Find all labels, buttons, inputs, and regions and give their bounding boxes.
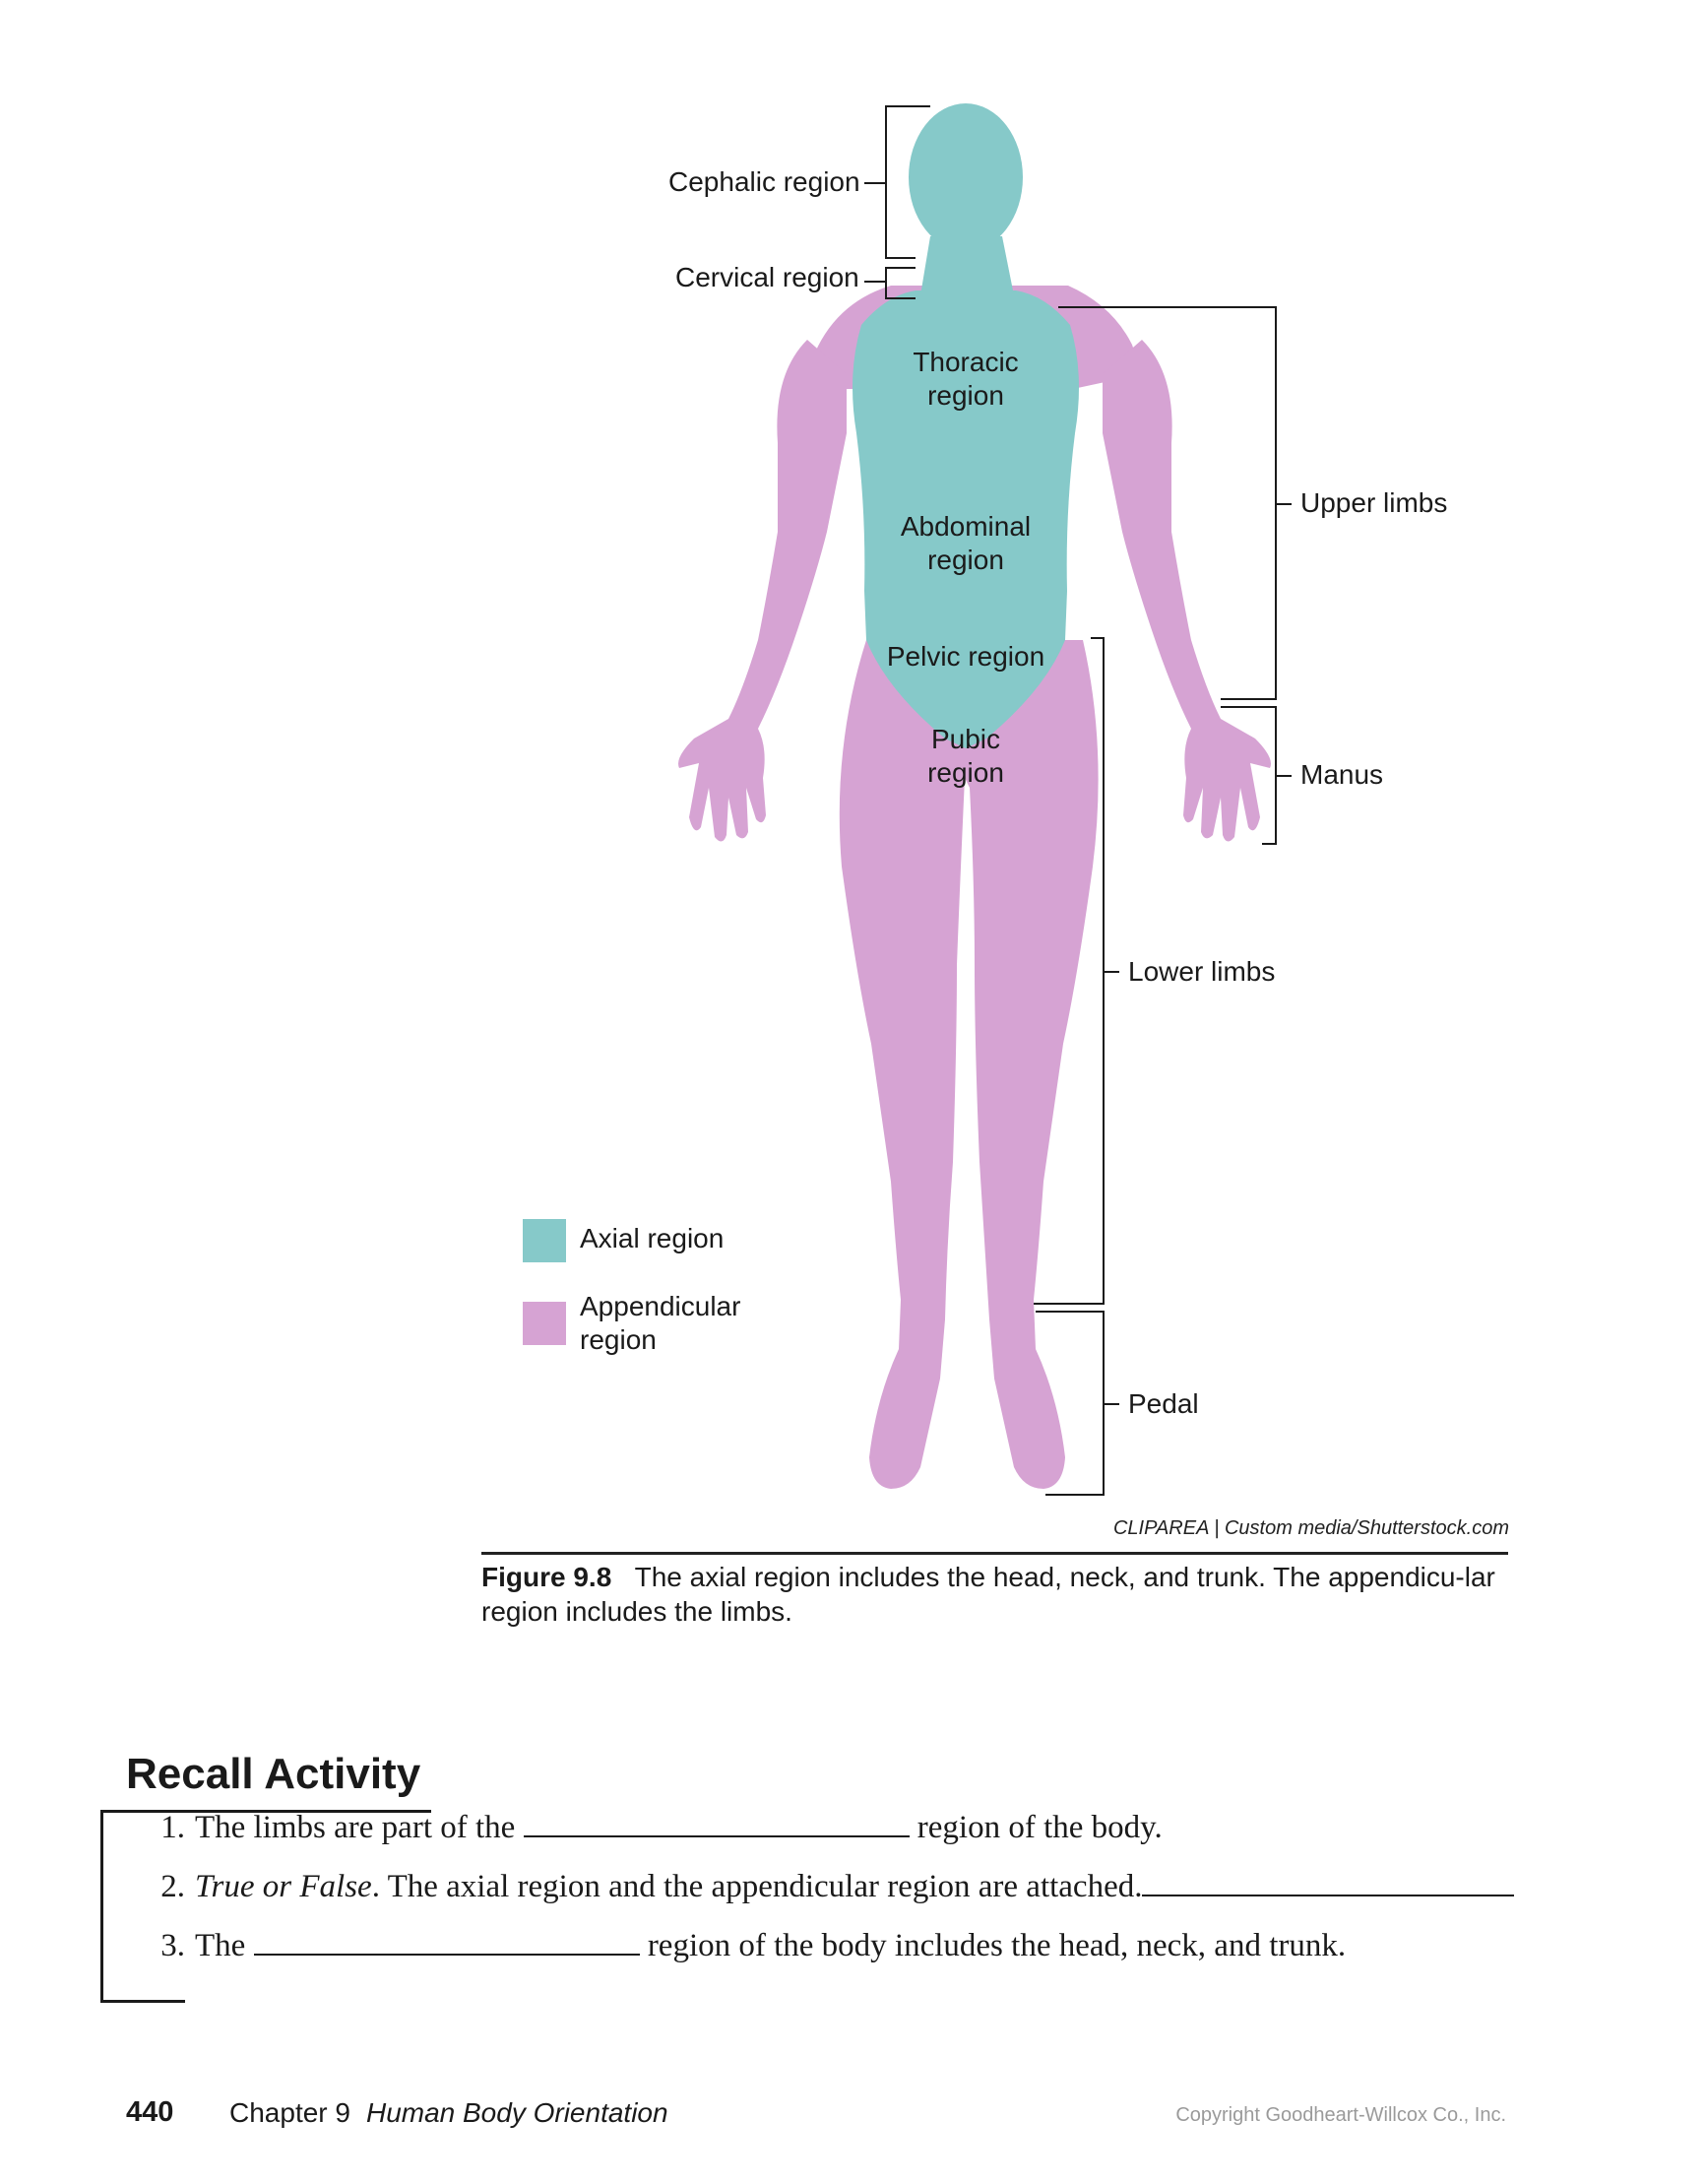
upper-limbs-label: Upper limbs (1300, 487, 1448, 518)
question-2-blank[interactable] (1142, 1869, 1514, 1896)
question-2-number: 2. (160, 1869, 185, 1904)
figure-caption-text: The axial region includes the head, neck, and trunk. The appendicu-lar region includes the limbs. (481, 1562, 1495, 1627)
recall-activity-title: Recall Activity (126, 1750, 421, 1798)
question-1-number: 1. (160, 1810, 185, 1845)
pubic-region-label: Pubic region (927, 724, 1004, 788)
image-credit: CLIPAREA | Custom media/Shutterstock.com (1112, 1517, 1509, 1539)
abdominal-region-label: Abdominal region (900, 511, 1032, 575)
question-1 (138, 1810, 1163, 1846)
cervical-region-label: Cervical region (675, 262, 859, 292)
chapter-number: Chapter 9 (229, 2097, 350, 2128)
legend-appendicular-swatch (523, 1302, 566, 1345)
question-3-number: 3. (160, 1928, 185, 1963)
cephalic-region-label: Cephalic region (668, 166, 860, 197)
right-arm-shape (678, 340, 847, 842)
recall-left-border (100, 1810, 103, 2003)
chapter-title: Human Body Orientation (365, 2097, 668, 2128)
question-1-text-a: The limbs are part of the (195, 1810, 516, 1845)
question-1-blank[interactable] (524, 1810, 910, 1837)
question-1-text-b: region of the body. (916, 1810, 1163, 1845)
copyright: Copyright Goodheart-Willcox Co., Inc. (1175, 2104, 1506, 2126)
chapter-info (229, 2097, 668, 2129)
legend-axial-swatch (523, 1219, 566, 1262)
caption-rule (481, 1552, 1508, 1555)
legend-appendicular-label: Appendicular region (580, 1291, 741, 1355)
question-3 (138, 1928, 1346, 1964)
figure-caption (481, 1560, 1515, 1629)
lower-limbs-label: Lower limbs (1128, 956, 1276, 987)
manus-label: Manus (1300, 759, 1384, 790)
pelvic-region-label: Pelvic region (886, 641, 1045, 672)
question-2-italic: True or False (195, 1869, 372, 1904)
page-number: 440 (126, 2096, 174, 2128)
legend-axial-label: Axial region (580, 1223, 725, 1253)
pedal-label: Pedal (1128, 1388, 1199, 1419)
figure-number: Figure 9.8 (481, 1562, 612, 1592)
left-arm-shape (1103, 340, 1271, 842)
head-shape (909, 103, 1023, 251)
question-2 (138, 1869, 1514, 1905)
thoracic-region-label: Thoracic region (913, 347, 1019, 411)
neck-shape (920, 236, 1014, 295)
question-2-text: . The axial region and the appendicular region are attached. (371, 1869, 1143, 1904)
question-3-text-b: region of the body includes the head, neck, and trunk. (647, 1928, 1347, 1963)
question-3-text-a: The (195, 1928, 246, 1963)
recall-bottom-border (100, 2000, 185, 2003)
question-3-blank[interactable] (254, 1928, 640, 1956)
